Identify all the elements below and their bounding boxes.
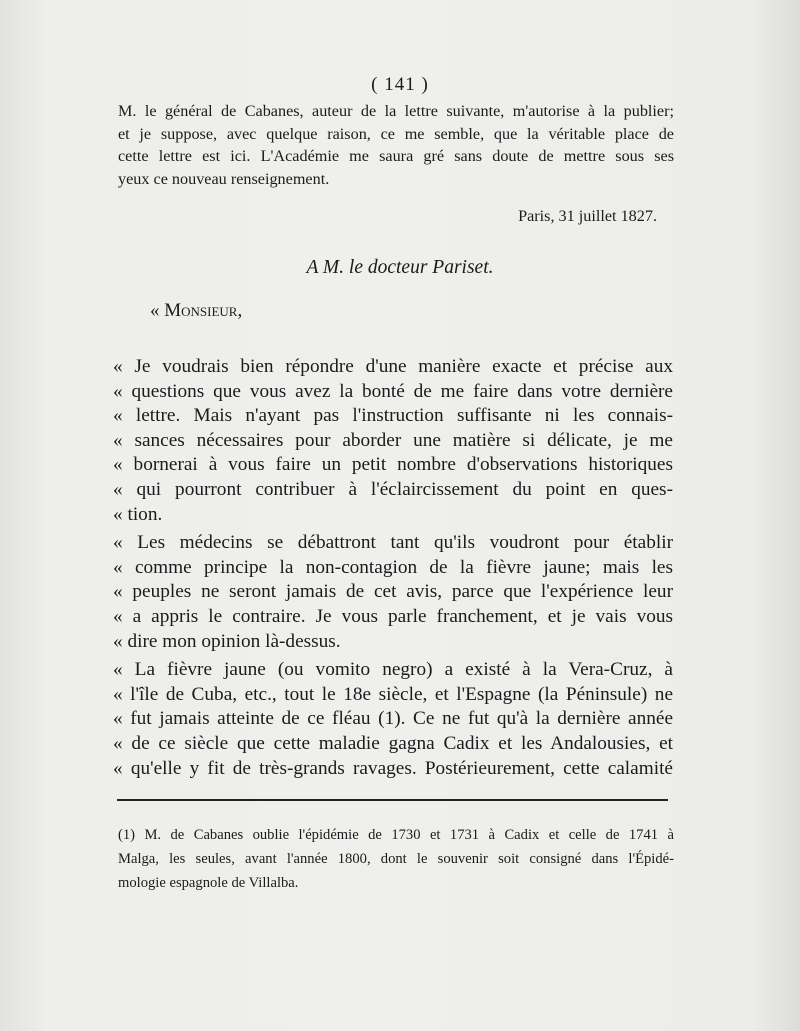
- letter-line: « sances nécessaires pour aborder une matière si délicate, je me: [113, 429, 673, 451]
- intro-date: Paris, 31 juillet 1827.: [518, 207, 657, 225]
- page-number: ( 141 ): [371, 74, 429, 95]
- intro-line: M. le général de Cabanes, auteur de la lettre suivante, m'autorise à la publier;: [118, 102, 674, 120]
- letter-line: « de ce siècle que cette maladie gagna Cadix et les Andalousies, et: [113, 732, 673, 754]
- footnote: [118, 823, 674, 895]
- footnote-line: mologie espagnole de Villalba.: [118, 875, 299, 891]
- letter-heading: A M. le docteur Pariset.: [306, 257, 494, 278]
- intro-paragraph: [118, 100, 674, 190]
- letter-line: « a appris le contraire. Je vous parle franchement, et je vais vous: [113, 605, 673, 627]
- letter-line: « La fièvre jaune (ou vomito negro) a existé à la Vera-Cruz, à: [113, 659, 673, 681]
- letter-line: « l'île de Cuba, etc., tout le 18e siècle, et l'Espagne (la Péninsule) ne: [113, 683, 673, 705]
- letter-line: « Je voudrais bien répondre d'une manière exacte et précise aux: [113, 356, 673, 377]
- footnote-line: Malga, les seules, avant l'année 1800, dont le souvenir soit consigné dans l'Épidé-: [118, 851, 674, 867]
- footnote-divider: [117, 799, 668, 801]
- footnote-line: (1) M. de Cabanes oublie l'épidémie de 1730 et 1731 à Cadix et celle de 1741 à: [118, 827, 674, 843]
- letter-body: [113, 355, 673, 781]
- intro-line: cette lettre est ici. L'Académie me saura gré sans doute de mettre sous ses: [118, 147, 674, 165]
- intro-line: yeux ce nouveau renseignement.: [118, 169, 330, 188]
- letter-line: « peuples ne seront jamais de cet avis, parce que l'expérience leur: [113, 581, 673, 603]
- letter-line: « fut jamais atteinte de ce fléau (1). Ce ne fut qu'à la dernière année: [113, 708, 673, 730]
- letter-paragraph: [113, 355, 673, 527]
- letter-line: « questions que vous avez la bonté de me faire dans votre dernière: [113, 380, 673, 402]
- letter-line: « bornerai à vous faire un petit nombre d'observations historiques: [113, 454, 673, 476]
- letter-line: « qui pourront contribuer à l'éclaircissement du point en ques-: [113, 478, 673, 500]
- letter-paragraph: [113, 531, 673, 654]
- letter-line: « dire mon opinion là-dessus.: [113, 630, 341, 652]
- letter-line: « Les médecins se débattront tant qu'ils voudront pour établir: [113, 532, 673, 554]
- letter-line: « lettre. Mais n'ayant pas l'instruction suffisante ni les connais-: [113, 405, 673, 427]
- letter-line: « qu'elle y fit de très-grands ravages. Postérieurement, cette calamité: [113, 757, 673, 779]
- letter-line: « tion.: [113, 503, 163, 525]
- intro-line: et je suppose, avec quelque raison, ce me semble, que la véritable place de: [118, 124, 674, 143]
- letter-paragraph: [113, 658, 673, 781]
- letter-salutation: « Monsieur,: [150, 300, 243, 321]
- letter-line: « comme principe la non-contagion de la fièvre jaune; mais les: [113, 556, 673, 578]
